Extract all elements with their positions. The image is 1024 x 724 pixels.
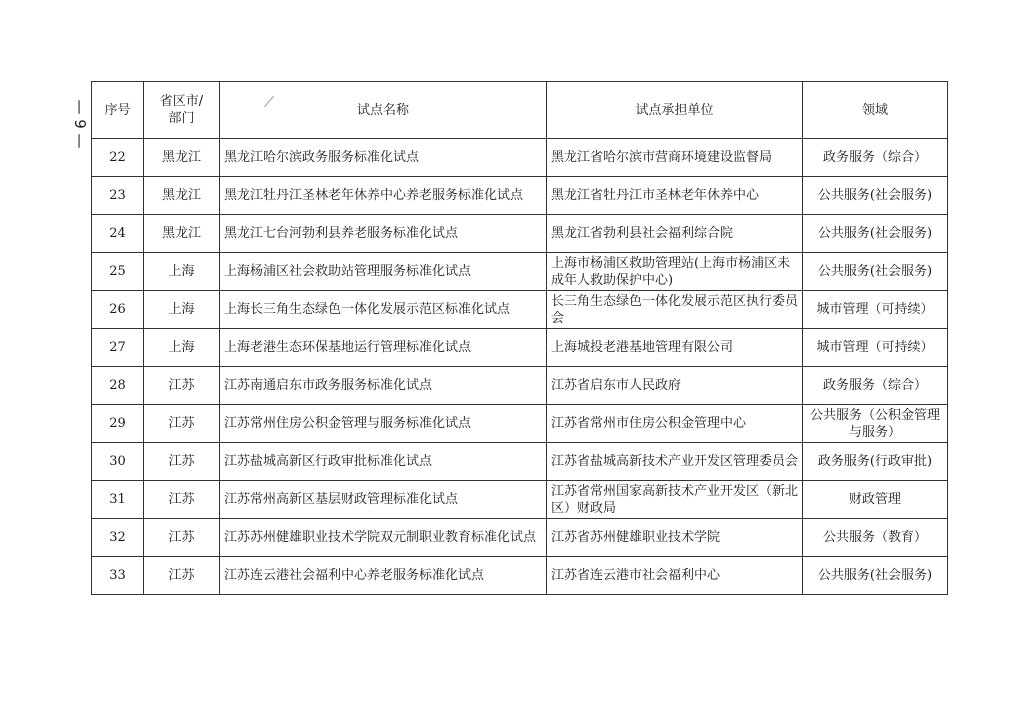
- cell-name: 黑龙江牡丹江圣林老年休养中心养老服务标准化试点: [220, 177, 547, 215]
- cell-field: 城市管理（可持续）: [803, 329, 948, 367]
- table-row: [92, 177, 948, 215]
- cell-province: 上海: [144, 291, 220, 329]
- cell-unit: 江苏省苏州健雄职业技术学院: [547, 519, 803, 557]
- table-row: [92, 253, 948, 291]
- cell-province: 江苏: [144, 519, 220, 557]
- table-row: [92, 519, 948, 557]
- table-row: [92, 139, 948, 177]
- cell-name: 江苏常州高新区基层财政管理标准化试点: [220, 481, 547, 519]
- cell-province: 黑龙江: [144, 139, 220, 177]
- cell-unit: 江苏省常州国家高新技术产业开发区（新北区）财政局: [547, 481, 803, 519]
- cell-no: 33: [92, 557, 144, 595]
- cell-province: 黑龙江: [144, 215, 220, 253]
- table-row: [92, 215, 948, 253]
- cell-no: 32: [92, 519, 144, 557]
- cell-no: 26: [92, 291, 144, 329]
- cell-name: 江苏盐城高新区行政审批标准化试点: [220, 443, 547, 481]
- table-row: [92, 557, 948, 595]
- cell-name: 江苏苏州健雄职业技术学院双元制职业教育标准化试点: [220, 519, 547, 557]
- cell-no: 28: [92, 367, 144, 405]
- cell-unit: 江苏省启东市人民政府: [547, 367, 803, 405]
- cell-field: 政务服务(行政审批): [803, 443, 948, 481]
- header-field: 领域: [803, 82, 948, 139]
- header-province: [144, 82, 220, 139]
- cell-field: 政务服务（综合）: [803, 139, 948, 177]
- cell-field: 公共服务(社会服务): [803, 557, 948, 595]
- cell-no: 23: [92, 177, 144, 215]
- cell-province: 黑龙江: [144, 177, 220, 215]
- cell-no: 27: [92, 329, 144, 367]
- table-row: [92, 291, 948, 329]
- cell-no: 22: [92, 139, 144, 177]
- cell-name: 黑龙江哈尔滨政务服务标准化试点: [220, 139, 547, 177]
- cell-no: 29: [92, 405, 144, 443]
- cell-unit: 江苏省盐城高新技术产业开发区管理委员会: [547, 443, 803, 481]
- cell-unit: 长三角生态绿色一体化发展示范区执行委员会: [547, 291, 803, 329]
- cell-unit: 江苏省连云港市社会福利中心: [547, 557, 803, 595]
- cell-unit: 黑龙江省牡丹江市圣林老年休养中心: [547, 177, 803, 215]
- cell-field: 公共服务(社会服务): [803, 253, 948, 291]
- table-row: [92, 367, 948, 405]
- table-body: [92, 139, 948, 595]
- cell-field: 公共服务（教育）: [803, 519, 948, 557]
- cell-field: 公共服务(社会服务): [803, 177, 948, 215]
- header-province-line1: 省区市/: [159, 94, 204, 109]
- cell-province: 上海: [144, 329, 220, 367]
- page-number: — 9 —: [71, 99, 89, 149]
- cell-no: 30: [92, 443, 144, 481]
- cell-name: 上海老港生态环保基地运行管理标准化试点: [220, 329, 547, 367]
- cell-province: 江苏: [144, 481, 220, 519]
- cell-no: 24: [92, 215, 144, 253]
- header-province-line2: 部门: [168, 111, 195, 126]
- cell-field: 公共服务（公积金管理与服务）: [803, 405, 948, 443]
- table-row: [92, 329, 948, 367]
- header-no: 序号: [92, 82, 144, 139]
- cell-name: 江苏常州住房公积金管理与服务标准化试点: [220, 405, 547, 443]
- cell-field: 城市管理（可持续）: [803, 291, 948, 329]
- cell-field: 财政管理: [803, 481, 948, 519]
- cell-province: 上海: [144, 253, 220, 291]
- cell-unit: 上海城投老港基地管理有限公司: [547, 329, 803, 367]
- cell-province: 江苏: [144, 443, 220, 481]
- cell-province: 江苏: [144, 557, 220, 595]
- header-unit: 试点承担单位: [547, 82, 803, 139]
- table-row: [92, 481, 948, 519]
- cell-name: 江苏南通启东市政务服务标准化试点: [220, 367, 547, 405]
- header-name: 试点名称: [220, 82, 547, 139]
- table-row: [92, 443, 948, 481]
- cell-province: 江苏: [144, 405, 220, 443]
- table-header-row: [92, 82, 948, 139]
- cell-field: 公共服务(社会服务): [803, 215, 948, 253]
- cell-no: 25: [92, 253, 144, 291]
- cell-name: 黑龙江七台河勃利县养老服务标准化试点: [220, 215, 547, 253]
- cell-name: 江苏连云港社会福利中心养老服务标准化试点: [220, 557, 547, 595]
- cell-name: 上海杨浦区社会救助站管理服务标准化试点: [220, 253, 547, 291]
- pilot-list-table: [91, 81, 948, 595]
- cell-no: 31: [92, 481, 144, 519]
- cell-field: 政务服务（综合）: [803, 367, 948, 405]
- cell-name: 上海长三角生态绿色一体化发展示范区标准化试点: [220, 291, 547, 329]
- cell-province: 江苏: [144, 367, 220, 405]
- table-row: [92, 405, 948, 443]
- cell-unit: 上海市杨浦区救助管理站(上海市杨浦区未成年人救助保护中心): [547, 253, 803, 291]
- cell-unit: 黑龙江省哈尔滨市营商环境建设监督局: [547, 139, 803, 177]
- cell-unit: 黑龙江省勃利县社会福利综合院: [547, 215, 803, 253]
- cell-unit: 江苏省常州市住房公积金管理中心: [547, 405, 803, 443]
